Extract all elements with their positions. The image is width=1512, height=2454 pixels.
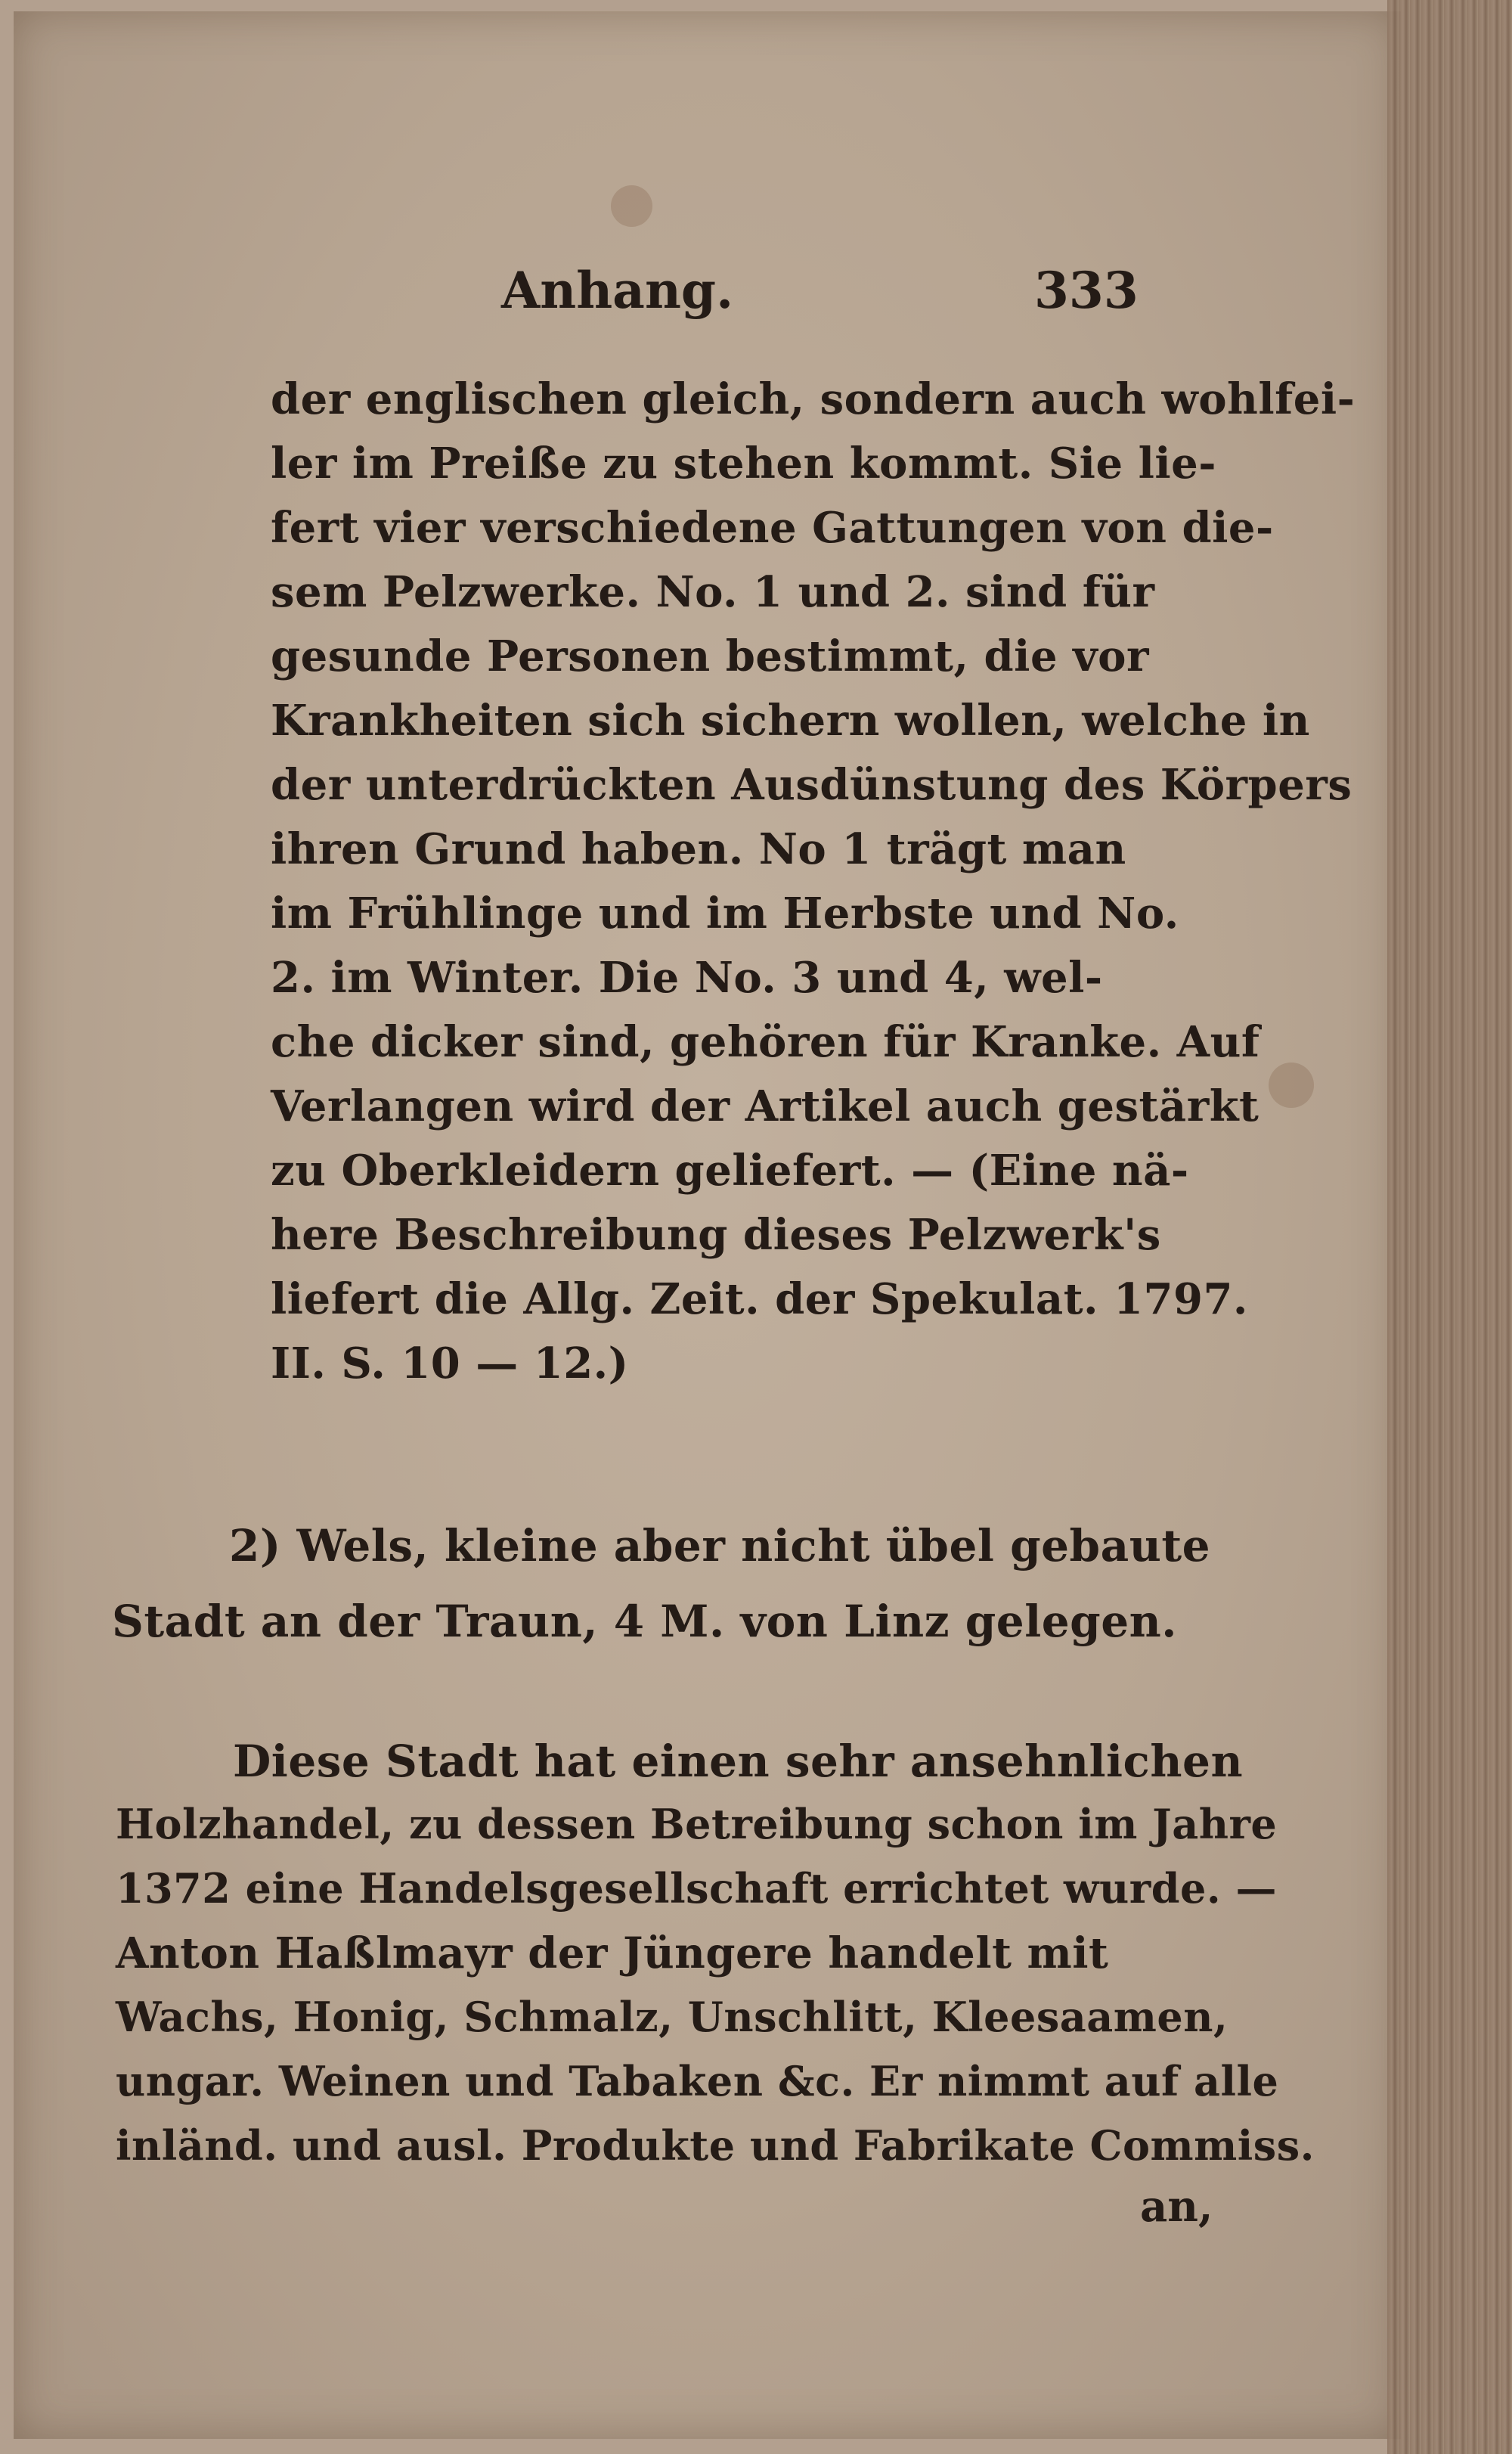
text-line: 1372 eine Handelsgesellschaft errichtet wurde. —: [116, 1864, 1277, 1913]
text-line: Anton Haßlmayr der Jüngere handelt mit: [116, 1928, 1109, 1978]
text-line: 2. im Winter. Die No. 3 und 4, wel-: [271, 953, 1103, 1003]
text-line: zu Oberkleidern geliefert. — (Eine nä-: [271, 1146, 1189, 1196]
text-line: here Beschreibung dieses Pelzwerk's: [271, 1210, 1161, 1260]
text-line: der englischen gleich, sondern auch wohlfei-: [271, 374, 1356, 424]
text-line: gesunde Personen bestimmt, die vor: [271, 631, 1149, 681]
text-line: Krankheiten sich sichern wollen, welche in: [271, 696, 1310, 746]
page-edge: [1387, 0, 1512, 2454]
paper-stain: [611, 185, 652, 227]
text-line: ungar. Weinen und Tabaken &c. Er nimmt auf alle: [116, 2057, 1279, 2105]
text-line: ler im Preiße zu stehen kommt. Sie lie-: [271, 439, 1216, 489]
text-line: inländ. und ausl. Produkte und Fabrikate Commiss.: [116, 2121, 1315, 2170]
catchword: an,: [1140, 2182, 1213, 2232]
page-number: 333: [1034, 261, 1139, 320]
running-title: Anhang.: [501, 261, 734, 320]
book-page: [14, 11, 1401, 2439]
text-line: im Frühlinge und im Herbste und No.: [271, 889, 1179, 938]
entry-heading-line: 2) Wels, kleine aber nicht übel gebaute: [229, 1520, 1211, 1571]
paper-stain: [1269, 1063, 1314, 1108]
text-line: der unterdrückten Ausdünstung des Körpers: [271, 760, 1352, 810]
text-line: ihren Grund haben. No 1 trägt man: [271, 824, 1126, 874]
entry-heading-line: Stadt an der Traun, 4 M. von Linz gelegen.: [112, 1596, 1177, 1647]
text-line: Holzhandel, zu dessen Betreibung schon im Jahre: [116, 1800, 1278, 1848]
text-line: Verlangen wird der Artikel auch gestärkt: [271, 1081, 1259, 1131]
text-line: liefert die Allg. Zeit. der Spekulat. 1797.: [271, 1274, 1248, 1324]
text-line: II. S. 10 — 12.): [271, 1339, 629, 1388]
text-line: sem Pelzwerke. No. 1 und 2. sind für: [271, 567, 1155, 617]
text-line: che dicker sind, gehören für Kranke. Auf: [271, 1017, 1260, 1067]
text-line: Diese Stadt hat einen sehr ansehnlichen: [233, 1736, 1244, 1787]
text-line: Wachs, Honig, Schmalz, Unschlitt, Kleesaamen,: [116, 1993, 1228, 2041]
text-line: fert vier verschiedene Gattungen von die-: [271, 503, 1274, 553]
